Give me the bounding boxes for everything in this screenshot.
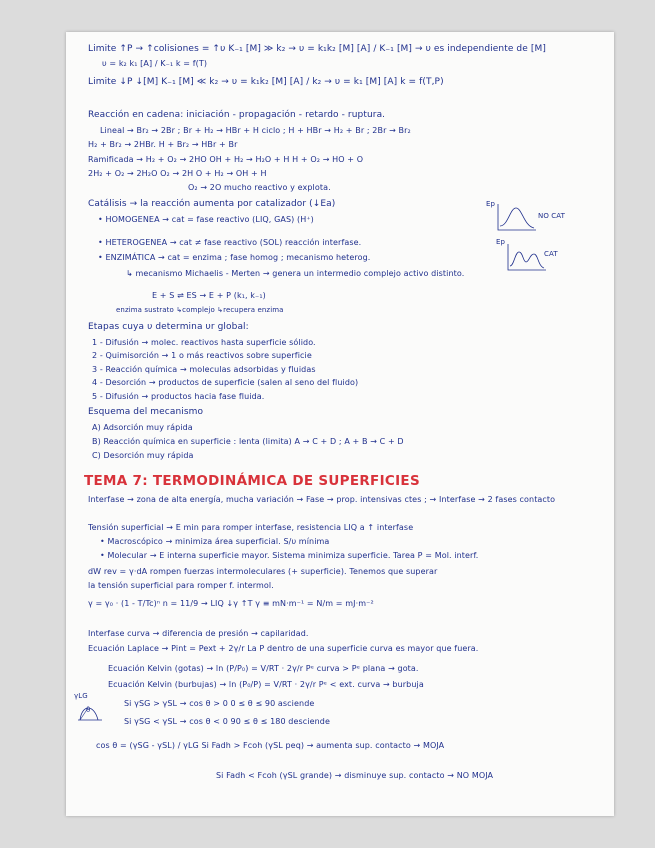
note-line: • ENZIMÁTICA → cat = enzima ; fase homog ; mecanismo heterog. bbox=[98, 253, 371, 262]
note-line: Ramificada → H₂ + O₂ → 2HO OH + H₂ → H₂O + H H + O₂ → HO + O bbox=[88, 155, 364, 164]
note-line: Ecuación Kelvin (burbujas) → ln (P₀/P) = V/RT · 2γ/r Pᵉ < ext. curva → burbuja bbox=[108, 680, 424, 689]
note-line: Si γSG > γSL → cos θ > 0 0 ≤ θ ≤ 90 asciende bbox=[124, 699, 315, 708]
note-line: γ = γ₀ · (1 - T/Tc)ⁿ n = 11/9 → LIQ ↓γ ↑T γ ≡ mN·m⁻¹ = N/m = mJ·m⁻² bbox=[88, 599, 374, 608]
note-line: Reacción en cadena: iniciación - propagación - retardo - ruptura. bbox=[88, 110, 386, 120]
ep-label: Ep bbox=[486, 200, 496, 208]
gamma-lg-label: γLG bbox=[74, 692, 88, 700]
ep-label: Ep bbox=[496, 238, 506, 246]
note-line: Catálisis → la reacción aumenta por catalizador (↓Ea) bbox=[88, 199, 336, 209]
note-line: Si γSG < γSL → cos θ < 0 90 ≤ θ ≤ 180 desciende bbox=[124, 717, 330, 726]
note-line: • Macroscópico → minimiza área superficial. S/υ mínima bbox=[100, 537, 330, 546]
note-line: Tensión superficial → E min para romper interfase, resistencia LIQ a ↑ interfase bbox=[88, 523, 414, 532]
note-line: Interfase → zona de alta energía, mucha variación → Fase → prop. intensivas ctes ; → Interfase → 2 fases contacto bbox=[88, 495, 556, 504]
note-line: ↳ mecanismo Michaelis - Merten → genera un intermedio complejo activo distinto. bbox=[126, 269, 465, 278]
note-line: Interfase curva → diferencia de presión → capilaridad. bbox=[88, 629, 309, 638]
note-line: 2H₂ + O₂ → 2H₂O O₂ → 2H O + H₂ → OH + H bbox=[88, 169, 267, 178]
note-line: E + S ⇌ ES → E + P (k₁, k₋₁) bbox=[152, 291, 266, 300]
note-line: O₂ → 2O mucho reactivo y explota. bbox=[188, 183, 331, 192]
section-title: TEMA 7: TERMODINÁMICA DE SUPERFICIES bbox=[84, 473, 420, 489]
note-line: Limite ↓P ↓[M] K₋₁ [M] ≪ k₂ → υ = k₁k₂ [M] [A] / k₂ → υ = k₁ [M] [A] k = f(T,P) bbox=[88, 77, 444, 87]
note-line: • HOMOGENEA → cat = fase reactivo (LIQ, GAS) (H⁺) bbox=[98, 215, 314, 224]
note-line: 5 - Difusión → productos hacia fase fluida. bbox=[92, 392, 265, 401]
cat-label: CAT bbox=[544, 250, 558, 258]
note-line: Lineal → Br₂ → 2Br ; Br + H₂ → HBr + H ciclo ; H + HBr → H₂ + Br ; 2Br → Br₂ bbox=[100, 126, 411, 135]
note-line: cos θ = (γSG - γSL) / γLG Si Fadh > Fcoh (γSL peq) → aumenta sup. contacto → MOJA bbox=[96, 741, 445, 750]
note-line: Limite ↑P → ↑colisiones = ↑υ K₋₁ [M] ≫ k₂ → υ = k₁k₂ [M] [A] / K₋₁ [M] → υ es independiente de [M] bbox=[88, 44, 546, 54]
note-line: B) Reacción química en superficie : lenta (limita) A → C + D ; A + B → C + D bbox=[92, 437, 404, 446]
note-line: • Molecular → E interna superficie mayor. Sistema minimiza superficie. Tarea P = Mol. interf. bbox=[100, 551, 479, 560]
note-line: Si Fadh < Fcoh (γSL grande) → disminuye sup. contacto → NO MOJA bbox=[216, 771, 494, 780]
note-line: 4 - Desorción → productos de superficie (salen al seno del fluido) bbox=[92, 378, 359, 387]
note-line: 3 - Reacción química → moleculas adsorbidas y fluidas bbox=[92, 365, 316, 374]
notebook-page bbox=[66, 32, 614, 816]
note-line: Esquema del mecanismo bbox=[88, 407, 204, 417]
note-line: la tensión superficial para romper f. intermol. bbox=[88, 581, 274, 590]
note-line: A) Adsorción muy rápida bbox=[92, 423, 193, 432]
no-cat-label: NO CAT bbox=[538, 212, 565, 220]
note-line: υ = k₂ k₁ [A] / K₋₁ k = f(T) bbox=[102, 59, 208, 68]
theta-label: θ bbox=[86, 706, 91, 714]
note-line: 1 - Difusión → molec. reactivos hasta superficie sólido. bbox=[92, 338, 316, 347]
note-line: C) Desorción muy rápida bbox=[92, 451, 194, 460]
note-line: • HETEROGENEA → cat ≠ fase reactivo (SOL) reacción interfase. bbox=[98, 238, 362, 247]
note-line: enzima sustrato ↳complejo ↳recupera enzima bbox=[116, 306, 284, 314]
note-line: Etapas cuya υ determina υr global: bbox=[88, 322, 249, 332]
note-line: 2 - Quimisorción → 1 o más reactivos sobre superficie bbox=[92, 351, 312, 360]
note-line: Ecuación Kelvin (gotas) → ln (P/P₀) = V/RT · 2γ/r Pᵉ curva > Pᵉ plana → gota. bbox=[108, 664, 419, 673]
note-line: dW rev = γ·dA rompen fuerzas intermoleculares (+ superficie). Tenemos que superar bbox=[88, 567, 438, 576]
note-line: H₂ + Br₂ → 2HBr. H + Br₂ → HBr + Br bbox=[88, 140, 238, 149]
note-line: Ecuación Laplace → Pint = Pext + 2γ/r La P dentro de una superficie curva es mayor que fuera. bbox=[88, 644, 479, 653]
